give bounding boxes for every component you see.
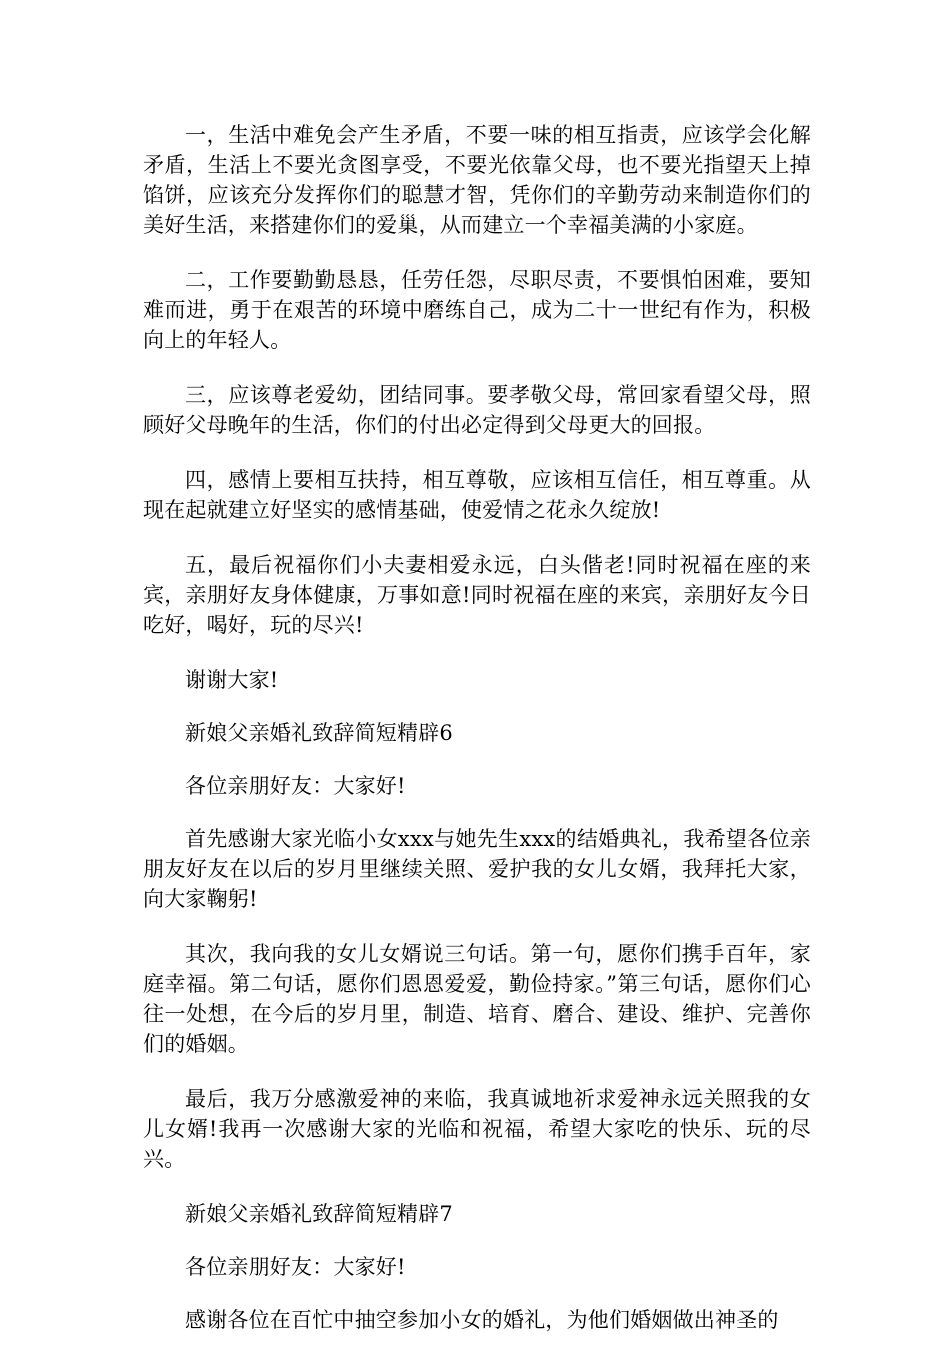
greeting-6: 各位亲朋好友：大家好!: [185, 774, 406, 798]
paragraph-advice-5: 五，最后祝福你们小夫妻相爱永远，白头偕老!同时祝福在座的来宾，亲朋好友身体健康，万事如意!同时祝福在座的来宾，亲朋好友今日吃好，喝好，玩的尽兴!: [143, 553, 811, 637]
paragraph-thanks: 谢谢大家!: [185, 668, 279, 692]
section-heading-7: 新娘父亲婚礼致辞简短精辟7: [185, 1202, 453, 1226]
paragraph-advice-4: 四，感情上要相互扶持，相互尊敬，应该相互信任，相互尊重。从现在起就建立好坚实的感情基础，使爱情之花永久绽放!: [143, 468, 811, 522]
paragraph-speech7-1: 感谢各位在百忙中抽空参加小女的婚礼，为他们婚姻做出神圣的: [185, 1308, 779, 1332]
paragraph-speech6-3: 最后，我万分感激爱神的来临，我真诚地祈求爱神永远关照我的女儿女婿!我再一次感谢大家的光临和祝福，希望大家吃的快乐、玩的尽兴。: [143, 1087, 811, 1171]
section-heading-6: 新娘父亲婚礼致辞简短精辟6: [185, 721, 453, 745]
paragraph-speech6-1: 首先感谢大家光临小女xxx与她先生xxx的结婚典礼，我希望各位亲朋友好友在以后的岁月里继续关照、爱护我的女儿女婿，我拜托大家，向大家鞠躬!: [143, 827, 811, 911]
paragraph-speech6-2: 其次，我向我的女儿女婿说三句话。第一句，愿你们携手百年，家庭幸福。第二句话，愿你们恩恩爱爱，勤俭持家。”第三句话，愿你们心往一处想，在今后的岁月里，制造、培育、磨合、建设、维护、完善你们的婚姻。: [143, 942, 811, 1056]
document-body: [143, 120, 811, 1360]
paragraph-advice-1: 一，生活中难免会产生矛盾，不要一味的相互指责，应该学会化解矛盾，生活上不要光贪图享受，不要光依靠父母，也不要光指望天上掉馅饼，应该充分发挥你们的聪慧才智，凭你们的辛勤劳动来制造你们的美好生活，来搭建你们的爱巢，从而建立一个幸福美满的小家庭。: [143, 123, 811, 237]
paragraph-advice-2: 二，工作要勤勤恳恳，任劳任怨，尽职尽责，不要惧怕困难，要知难而进，勇于在艰苦的环境中磨练自己，成为二十一世纪有作为，积极向上的年轻人。: [143, 268, 811, 352]
paragraph-advice-3: 三，应该尊老爱幼，团结同事。要孝敬父母，常回家看望父母，照顾好父母晚年的生活，你们的付出必定得到父母更大的回报。: [143, 383, 811, 437]
greeting-7: 各位亲朋好友：大家好!: [185, 1255, 406, 1279]
